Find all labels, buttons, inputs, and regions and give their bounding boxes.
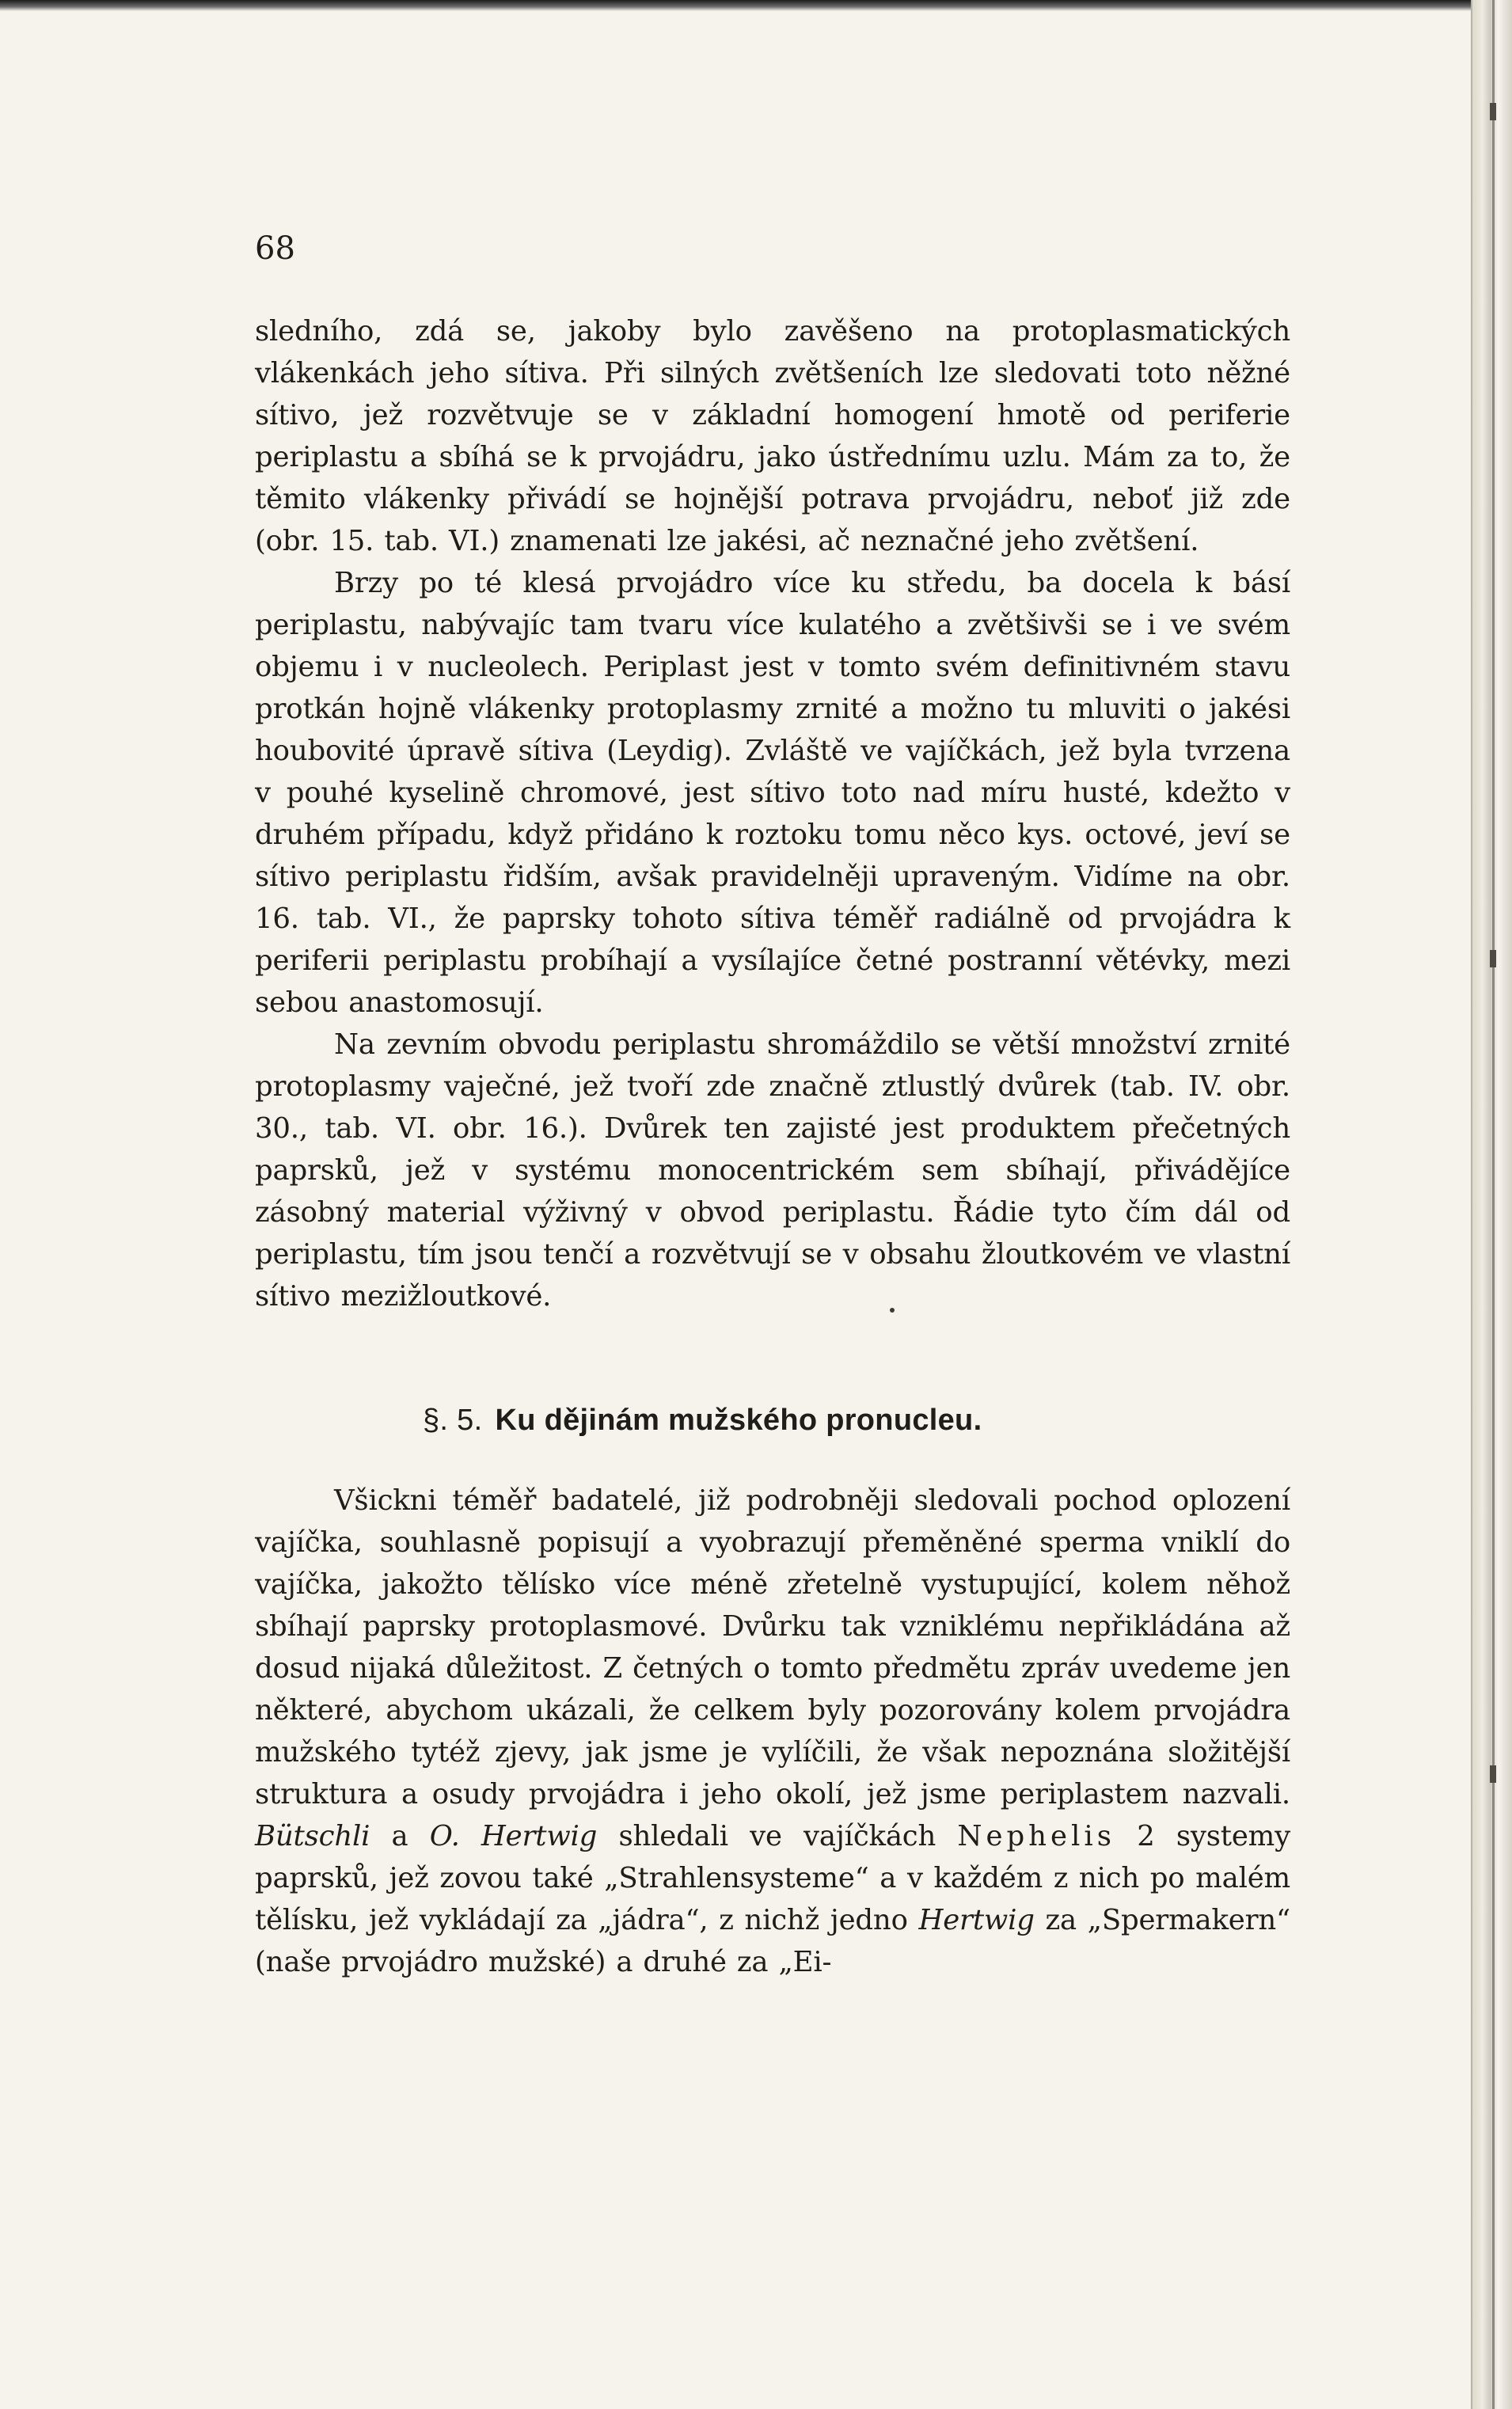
author-o-hertwig: O. Hertwig — [429, 1820, 598, 1852]
paragraph-1: sledního, zdá se, jakoby bylo zavěšeno na protoplasmatických vlákenkách jeho sítiva. Při silných zvětšeních lze sledovati toto něžné sítivo, jež rozvětvuje se v základní homogení hmotě od periferie periplastu a sbíhá se k prvojádru, jako ústřednímu uzlu. Mám za to, že těmito vlákenky přivádí se hojnější potrava prvojádru, neboť již zde (obr. 15. tab. VI.) znamenati lze jakési, ač neznačné jeho zvětšení. — [255, 315, 1290, 557]
spine-fold-line — [1492, 0, 1495, 2409]
connector-word: a — [391, 1820, 408, 1852]
paragraph-3: Na zevním obvodu periplastu shromáždilo se větší množství zrnité protoplasmy vaječné, jež tvoří zde značně ztlustlý dvůrek (tab. IV. obr. 30., tab. VI. obr. 16.). Dvůrek ten zajisté jest produktem přečetných paprsků, jež v systému monocentrickém sem sbíhají, přivádějíce zásobný material výživný v obvod periplastu. Řádie tyto čím dál od periplastu, tím jsou tenčí a rozvětvují se v obsahu žloutkovém ve vlastní sítivo mezižloutkové. — [255, 1028, 1290, 1313]
book-page — [255, 230, 1290, 1983]
book-spine-edge — [1471, 0, 1512, 2409]
author-hertwig: Hertwig — [918, 1904, 1035, 1936]
spine-mark — [1490, 103, 1496, 120]
section-heading — [255, 1394, 1290, 1446]
page-top-shadow — [0, 0, 1472, 11]
spine-mark — [1490, 950, 1496, 967]
genus-nephelis: Nephelis — [957, 1820, 1115, 1852]
paragraph-4-text-b: shledali ve vajíčkách — [618, 1820, 936, 1852]
spine-mark — [1490, 1765, 1496, 1783]
section-number: §. 5. — [423, 1404, 483, 1437]
paragraph-4 — [255, 1480, 1290, 1983]
section-title: Ku dějinám mužského pronucleu. — [495, 1404, 982, 1437]
author-butschli: Bütschli — [255, 1820, 370, 1852]
paragraph-4-text-a: Všickni téměř badatelé, již podrobněji sledovali pochod oplození vajíčka, souhlasně popisují a vyobrazují přeměněné sperma vniklí do vajíčka, jakožto tělísko více méně zřetelně vystupující, kolem něhož sbíhají paprsky protoplasmové. Dvůrku tak vzniklému nepřikládána až dosud nijaká důležitost. Z četných o tomto předmětu zpráv uvedeme jen některé, abychom ukázali, že celkem byly pozorovány kolem prvojádra mužského tytéž zjevy, jak jsme je vylíčili, že však nepoznána složitější struktura a osudy prvojádra i jeho okolí, jež jsme periplastem nazvali. — [255, 1484, 1290, 1811]
paragraph-2: Brzy po té klesá prvojádro více ku středu, ba docela k básí periplastu, nabývajíc tam tvaru více kulatého a zvětšivši se i ve svém objemu i v nucleolech. Periplast jest v tomto svém definitivném stavu protkán hojně vlákenky protoplasmy zrnité a možno tu mluviti o jakési houbovité úpravě sítiva (Leydig). Zvláště ve vajíčkách, jež byla tvrzena v pouhé kyselině chromové, jest sítivo toto nad míru husté, kdežto v druhém případu, když přidáno k roztoku tomu něco kys. octové, jeví se sítivo periplastu řidším, avšak pravidelněji upraveným. Vidíme na obr. 16. tab. VI., že paprsky tohoto sítiva téměř radiálně od prvojádra k periferii periplastu probíhají a vysílajíce četné postranní větévky, mezi sebou anastomosují. — [255, 567, 1290, 1019]
paragraph-4-text-d: za „Spermakern“ (naše prvojádro mužské) a druhé za „Ei- — [255, 1904, 1291, 1978]
paragraph-4-text-c: 2 systemy paprsků, jež zovou také „Strahlensysteme“ a v každém z nich po malém tělísku, jež vykládají za „jádra“, z nichž jedno — [255, 1820, 1290, 1936]
page-number: 68 — [255, 230, 295, 267]
